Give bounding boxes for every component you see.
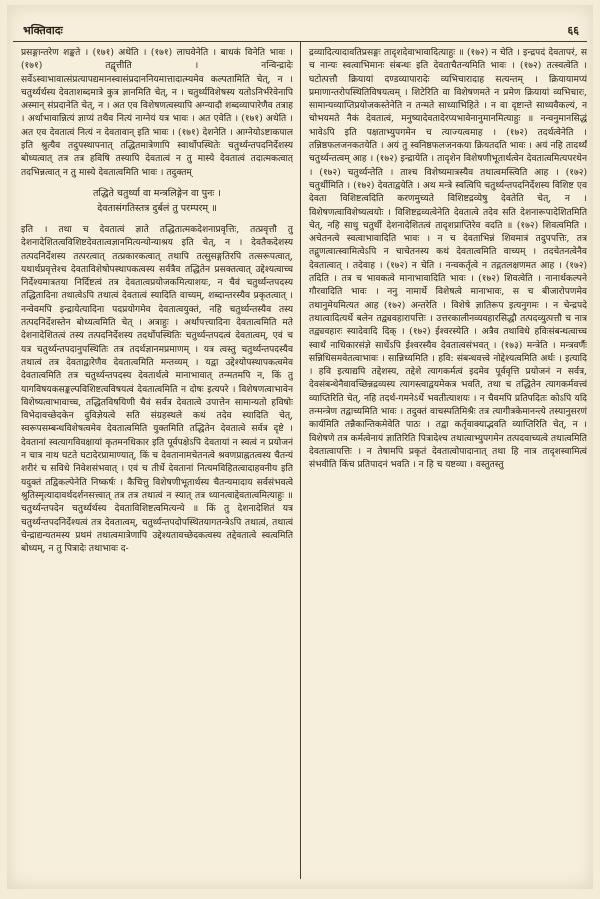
quoted-verse bbox=[21, 186, 293, 216]
column-divider bbox=[300, 41, 301, 879]
left-paragraph-2: इति । तथा च देवतात्वं ज्ञाते तद्धितात्मकदेशनाप्रवृत्तिः, तत्प्रवृत्तौ तु देशनादेशितत्वविशिष्टदेवतात्वज्ञानमित्यन्योन्याश्रय इति चेत्, न । देवतैकदेशस्य तत्पदनिर्देशस्य तत्परत्वात् तत्प्रकारकत्वात् तथापि तत्सुसङ्गतिरपि तत्सरूपत्वात्, यथार्थप्रवृत्तेश्च देवताविशेषोपस्थापकत्वस्य सर्वत्रैव तद्धितेन प्रसक्तत्वात् उद्देश्यत्वाच्च निर्देश्यमात्रतया निर्दिष्टत्वं तत्र देवतात्वप्रयोजकमित्याशयः, न चैवं चतुर्थ्यन्तपदस्य तद्धितादिना तथात्वेऽपि तथात्वं देवतात्वं स्यादिति वाच्यम्, शब्दान्तरस्यैव प्रकृतत्वात् । नन्वेवमपि इन्द्रायेत्यादिना पदप्रयोगमेव देवतात्वयुक्तं, नहि चतुर्थ्यन्तस्यैव तस्य तत्पदनिर्देशस्तेन बोध्यत्वमिति चेत् । अत्राहुः । अर्थापत्त्यादिना देवतात्वमिति मते देशनादेशितत्वं तस्य तत्पदनिर्देशस्य तदर्थोपस्थितिः चतुर्थ्यन्तपदत्वं देवतात्वम्, एवं च यत्र चतुर्थ्यन्तपदानुपस्थितिः तत्र तदर्थज्ञानमप्रमाणम् । यत्र त्वस्तु चतुर्थ्यन्तपदस्यैव तथात्वं तत्र देवताद्वारेणैव देवतात्वमिति मन्तव्यम् । यद्वा उद्देश्योपस्थापकत्वमेव देवतात्वमिति तत्र चतुर्थ्यन्तपदस्य देवतार्थत्वे मानाभावात् तन्मतमपि न, किं तु यागविषयकसङ्कल्पविशिष्टत्वविषयत्वं देवतात्वमिति न दोषः इत्यपरे । विशेषणत्वाभावेन विशेष्यत्वाभावाच्च, तद्धितविषयिणी चैवं सर्वत्र देवतात्वे उपात्तेन सामान्यतो हविषोः विभेदावच्छेदकेन दुविज्ञेयत्वे सति संग्रहस्थले कथं तदेव स्यादिति चेत्, स्वरूपसम्बन्धविशेषत्वमेव देवतात्वमिति युक्तमिति तद्धितेन देवतात्वे सर्वत्र दृष्टे । देवतानां स्वत्यागविवक्षायां कृतमनधिकार इति पूर्वपक्षेऽपि देवतायां न स्वत्वं न प्रयोजनं न चात्र नाथ घटते घटादेरप्रामाण्यात्, किं च देवतानामचेतनत्वे श्रवणप्राह्नतत्वस्य चैतन्यं शरीरं च सविधे निवेशसंभवात् । एवं च तीर्थे देवतानां नित्यमविहितत्वादाहवनीय इति यदुक्तं तद्विकल्पेनेति निष्कर्षः । कैचित्तु विशेषणीभूतार्थस्य चैतन्यमादाय सर्वसंभवत्वे श्रुतिस्मृत्यादावर्थदर्शनसत्त्वात् तत्र तत्र तथात्वं न स्यात् तत्र ध्यानत्वाद्देवतात्वमित्याहुः ॥ चतुर्थ्यन्तपदेन चतुर्थ्यर्थस्य देवताविशिष्टत्वमित्यन्ये ॥ किं तु देशनादेशितं यत्र चतुर्थ्यन्तपदनिर्देश्यत्वं तत्र देवतात्वम्, चतुर्थ्यन्तपदोपस्थितयागतन्त्रेऽपि तथात्वं, तथात्वं चेन्द्राद्यन्यतमस्य प्रथमं तथात्वमात्रेणापि उद्देश्यतावच्छेदकत्वस्य तद्देवतात्वे स्वत्वमिति बोध्यम्, न तु पित्रादेः तथाभावः द- bbox=[21, 224, 293, 555]
page-number: ६६ bbox=[567, 24, 579, 37]
running-title: भक्तिवादः bbox=[23, 24, 63, 37]
book-page bbox=[7, 5, 593, 889]
left-paragraph-1: प्रसङ्गान्तरेण शङ्कते । (१७१) अथेति । (१७१) लाघवेनेति । बाधकं विनेति भावः । (१७१) तद्वृत्तीति । नन्विन्द्रादेः सर्वेऽस्वाभावात्संप्रत्यापद्यमानस्वासंप्रदाननियमात्तादात्म्यमेव कल्पतामिति चेत्, न । चतुर्थ्यर्थस्य देवताशब्दमात्रे कुत्र ज्ञानमिति चेत्, न । चतुर्थ्यविशेषस्य यतोऽनिर्भरेवेनापि अस्मान् संप्रदानेति चेत्, न । अत एव विशेषणत्वस्यापि अग्न्यादौ शब्दव्यापारेणैव तत्राह । अर्थाभावान्नित्यं ज्ञाप्यं तथैव नित्यं नाग्नेयं यत्र भावः । अत एवेति । (१७१) अथेति । अत एव देवतात्वं नित्यं न देवतावान् इति भावः । (१७१) देशनेति । आग्नेयोऽष्टाकपाल इति श्रुत्यैव तदुपस्थापनात् तद्धितमात्रेणापि स्वार्थोपस्थितेः चतुर्थ्यन्तपदनिर्देशस्य बोध्यत्वात् तत्र तत्र हविषि तस्यापि देवतात्वं न तु मास्ये देवतात्वं तदात्मकत्वात् तदभिन्नत्वात् न तु मास्ये देवतात्वमिति भावः । तदुक्तम् bbox=[21, 48, 293, 178]
left-column bbox=[21, 47, 293, 879]
right-paragraph-1: द्रव्यादित्यादावतिप्रसङ्गः तादृशदेवाभावादित्याहुः ॥ (१७२) न चेति । इन्द्रपदं देवतापरं, स च नान्यः स्वत्वाभिमानः संबन्धः इति देवताचैतन्यमिति भावः । (१७२) तत्स्वत्वेति । घटोत्पत्तौ क्रियायां दण्डव्यापारादेः व्यभिचारादाह सत्यन्तम् । क्रियायामप्यं प्रमाणान्तरोपस्थितिविषयत्वम् । शिटेरिति वा विशेषणमते न प्रमेण क्रियायां व्यभिचारः, सामान्यव्याप्तिप्रयोजकस्तेनेति न तन्मते साध्याभिहिते । न वा दृष्टान्ते साध्यवैकल्यं, न चोभयमते नैकं देवतात्वं, मनुष्यादेवतादेरप्यभावेनानुमानमित्याहुः ॥ नन्वनुमानसिद्धं भावेऽपि इति पक्षताभ्युपगमेन च त्याज्यत्वमाह । (१७२) तदर्थत्वेनेति । तन्निष्ठफलजनकतयेति । अयं तु स्वनिष्ठफलजनकया क्रियतदति भावः । अयं नहि तादर्थ्यं चतुर्थ्यन्तत्वम् आह । (१७२) इन्द्रायेति । तादृशेन विशेषणीभूतार्थत्वेन देवतात्वमित्यपरथेन । (१७२) चतुर्थ्यन्तेति । ताश्च विशेष्यमात्रस्यैव तथात्वमस्त्विति आह । (१७२) चतुर्थीमिति । (१७२) देवताद्वयेति । अथ मन्त्रे स्वत्विपि चतुर्थ्यन्तपदनिर्देशस्य विशिष्ट एव देवता विशिष्टत्वदिति करणमुच्यते विशिष्टद्रव्येषु देवतेति चेत्, न । विशेषणत्वाविशेष्यत्वयोः । विशिष्टद्रव्यत्वेनेति देवतात्वे तदेव सति देशनारूपादेशितमिति चेत्, नहि साधु चतुर्थी देशनादेशितत्वं तादृशप्राप्तिरेव वदति ॥ (१७२) शिवत्वमिति । अचेतनत्वे स्वत्वाभावादिति भावः । न च देवताभिन्नं शिवमात्रं तदुपपत्तिः, तत्र तद्गुणत्वात्स्वामित्वेऽपि न चाचेतनस्य कथं देवतात्वमिति वाच्यम् । तदचेतनत्वेनैव देवतात्वात् । तदेवाह । (१७२) न चेति । नन्वकर्तृत्वे न तद्गतलक्षणमत आह । (१७२) तदिति । तत्र च भावकत्वे मानाभावादिति भावः । (१७२) शिवत्वेति । नानार्थकल्पने गौरवादिति भावः । ननु नामार्थे विशेषत्वे मानाभावः, स च बीजारोपणमेव तथानुमेयमित्यत आह (१७२) अन्तरेति । विशेषे ज्ञातिरूप इत्यनुगमः । न चेन्द्रपदे तथात्वादित्यर्थे बलेन तद्व्यवहारापत्तिः । उत्तरकालीनव्यवहारसिद्धौ तत्पदव्युत्पत्तौ च नात्र तद्व्यवहारः स्यादेवादि दिक् । (१७२) ईश्वरस्येति । अत्रैव तथाविधे हविःसंबन्धत्वाच्च स्वार्थं नाधिकारसंज्ञे सार्धेऽपि ईश्वरस्यैव देवतात्वसंभवत् । (१७३) मन्त्रेति । मन्त्रवर्णैः सन्निधिसमवेतत्वाभावः । सान्निध्यमिति । हवि: संबन्धवत्त्वे नोद्देश्यत्वमिति अर्थः । इत्यादि । हवि इत्याद्यपि तद्देशस्य, तद्देशे त्यागकर्मत्वं इदमेव पूर्ववृत्ति प्रयोजनं न सर्वत्र, देवसंबन्धेनैवावच्छिन्नद्रव्यस्य त्यागस्त्वाद्वयमेकत्र भवति, तथा च तद्धितेन त्यागकर्मवत्त्वं व्याप्तिरिति चेत्, नहि तदर्थ-गमनेऽर्थे भवतीत्याशयः । न चैवमपि प्रतिपदितः कोऽपि यदि तन्मन्त्रेण तद्वाच्यमिति भावः । तदुक्तं वाचस्पतिमिश्रैः तत्र त्यागीत्रकेमानन्त्ये तस्यानुसरणं कार्यमिति तन्नैकान्तिकमेवेति पाठः । तद्वा कर्तृवाक्याद्भवति व्याप्तिरिति चेत्, न । विशेषणे तत्र कर्मत्वेनायं ज्ञातिरिति पित्रादेश्च तथात्वाभ्युपगमेन तत्पदवाच्यत्वे तथात्वमिति देवतात्वापत्तिः । न तेषामपि प्रकृतं देवतात्वोपादानात् तथा हि नात्र तादृशस्वामित्वं संभवीति किंच प्रतिपादनं भवति । न हि च यष्टव्या । वस्तुतस्तु bbox=[309, 48, 587, 471]
page-header bbox=[13, 17, 587, 42]
verse-line-2: देवतासंगतिस्तत्र दुर्बलं तु परम्परम् ॥ bbox=[97, 202, 217, 214]
verse-line-1: तद्धिते चतुर्थ्या वा मन्त्रलिङ्गेन वा पुनः । bbox=[93, 187, 221, 199]
right-column bbox=[309, 47, 587, 879]
